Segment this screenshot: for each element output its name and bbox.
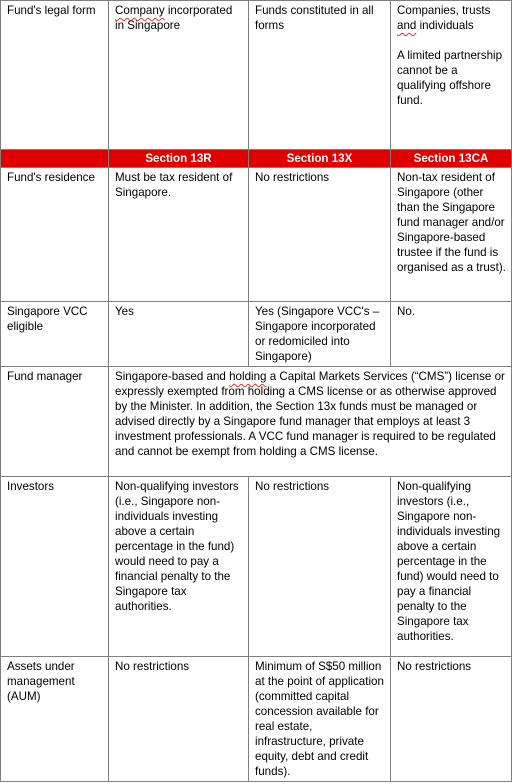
cell-13ca-aum: No restrictions [391, 657, 512, 782]
cell-13x-vcc: Yes (Singapore VCC's – Singapore incorporated or redomiciled into Singapore) [249, 302, 391, 367]
cell-13x-aum: Minimum of S$50 million at the point of application (committed capital concession available for real estate, infrastructure, private equity, debt and credit funds). [249, 657, 391, 782]
row-label-legal-form: Fund's legal form [1, 1, 109, 150]
cell-13r-investors: Non-qualifying investors (i.e., Singapore non-individuals investing above a certain percentage in the fund) would need to pay a financial penalty to the Singapore tax authorities. [109, 477, 249, 657]
row-label-fund-manager: Fund manager [1, 367, 109, 477]
table-row-fund-manager [1, 367, 512, 477]
cell-13ca-legal-form: Companies, trusts and individuals A limited partnership cannot be a qualifying offshore fund. [391, 1, 512, 150]
cell-fund-manager: Singapore-based and holding a Capital Markets Services (“CMS”) license or expressly exempted from holding a CMS license or as otherwise approved by the Minister. In addition, the Section 13x funds must be managed or advised directly by a Singapore fund manager that employs at least 3 investment professionals. A VCC fund manager is required to be regulated and cannot be exempt from holding a CMS license. [109, 367, 512, 477]
cell-13ca-investors: Non-qualifying investors (i.e., Singapore non-individuals investing above a certain percentage in the fund) would need to pay a financial penalty to the Singapore tax authorities. [391, 477, 512, 657]
spell-flag-holding: holding [229, 370, 267, 383]
cell-13ca-vcc: No. [391, 302, 512, 367]
row-label-vcc: Singapore VCC eligible [1, 302, 109, 367]
spell-flag-company: Company [115, 4, 165, 17]
cell-13x-legal-form: Funds constituted in all forms [249, 1, 391, 150]
cell-13r-aum: No restrictions [109, 657, 249, 782]
row-label-residence: Fund's residence [1, 168, 109, 302]
table-row-investors [1, 477, 512, 657]
header-blank [1, 150, 109, 168]
header-section-13x: Section 13X [249, 150, 391, 168]
table-row-legal-form [1, 1, 512, 150]
table-row-aum [1, 657, 512, 782]
cell-13ca-residence: Non-tax resident of Singapore (other than the Singapore fund manager and/or Singapore-based trustee if the fund is organised as a trust). [391, 168, 512, 302]
row-label-aum: Assets under management (AUM) [1, 657, 109, 782]
section-header-row [1, 150, 512, 168]
cell-13x-investors: No restrictions [249, 477, 391, 657]
table-row-vcc [1, 302, 512, 367]
cell-13r-residence: Must be tax resident of Singapore. [109, 168, 249, 302]
table-row-residence [1, 168, 512, 302]
cell-13x-residence: No restrictions [249, 168, 391, 302]
row-label-investors: Investors [1, 477, 109, 657]
legal-form-note: A limited partnership cannot be a qualifying offshore fund. [397, 49, 503, 107]
header-section-13ca: Section 13CA [391, 150, 512, 168]
cell-13r-legal-form: Company incorporated in Singapore [109, 1, 249, 150]
cell-13r-vcc: Yes [109, 302, 249, 367]
header-section-13r: Section 13R [109, 150, 249, 168]
spell-flag-and: and [397, 19, 417, 32]
